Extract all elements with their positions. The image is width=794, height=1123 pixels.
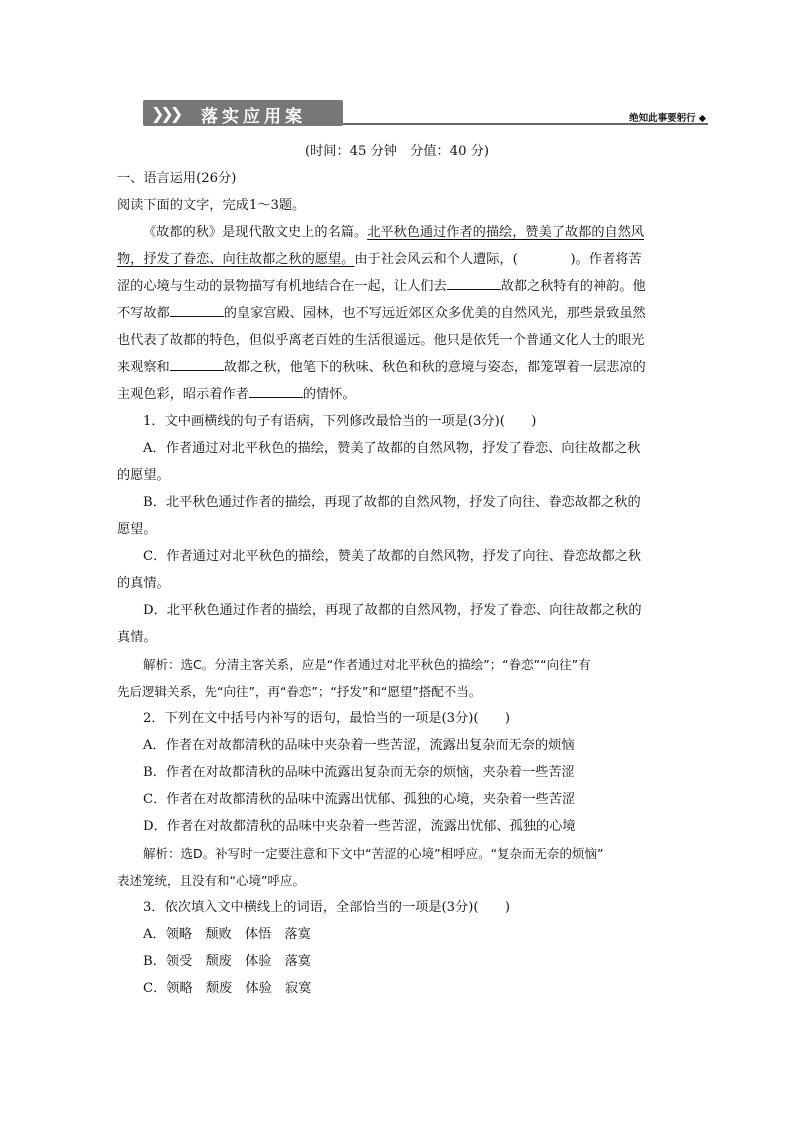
q2-option-b: B．作者在对故都清秋的品味中流露出复杂而无奈的烦恼，夹杂着一些苦涩: [143, 765, 575, 780]
passage-line: [117, 381, 677, 408]
q3-option-c: C．领略 颓废 体验 寂寞: [143, 981, 312, 996]
passage-text: 主观色彩，昭示着作者: [117, 387, 249, 402]
passage-line: [117, 354, 677, 381]
q2-explanation: 解析：选D。补写时一定要注意和下文中“苦涩的心境”相呼应。“复杂而无奈的烦恼”: [143, 846, 604, 861]
q1-explanation-cont: 先后逻辑关系，先“向往”，再“眷恋”；“抒发”和“愿望”搭配不当。: [117, 684, 482, 699]
passage-text: 涩的心境与生动的景物描写有机地结合在一起，让人们去: [117, 279, 447, 294]
passage-text: 由于社会风云和个人遭际，( )。作者将苦: [354, 252, 642, 267]
q2-explanation-cont: 表述笼统，且没有和“心境”呼应。: [117, 873, 305, 888]
q3-option-b: B．领受 颓废 体验 落寞: [143, 954, 311, 969]
passage-text: 的皇家宫殿、园林，也不写远近郊区众多优美的自然风光，那些景致虽然: [223, 306, 646, 321]
q1-option-a: A．作者通过对北平秋色的描绘，赞美了故都的自然风物，抒发了眷恋、向往故都之秋: [143, 441, 641, 456]
question-3-stem: 3．依次填入文中横线上的词语，全部恰当的一项是(3分)( ): [143, 900, 511, 915]
passage-text: 《故都的秋》是现代散文史上的名篇。: [143, 225, 368, 240]
q2-option-a: A．作者在对故都清秋的品味中夹杂着一些苦涩，流露出复杂而无奈的烦恼: [143, 738, 575, 753]
fill-blank: [170, 356, 224, 371]
diamond-icon: ◆: [698, 113, 706, 124]
q1-option-b-cont: 愿望。: [117, 522, 157, 537]
q2-option-c: C．作者在对故都清秋的品味中流露出忧郁、孤独的心境，夹杂着一些苦涩: [143, 792, 576, 807]
underlined-sentence: 物，抒发了眷恋、向往故都之秋的愿望。: [117, 252, 355, 267]
page-header: [143, 100, 708, 128]
underlined-sentence: 北平秋色通过作者的描绘，赞美了故都的自然风: [367, 225, 645, 240]
passage-text: 故都之秋，他笔下的秋味、秋色和秋的意境与姿态，都笼罩着一层悲凉的: [223, 360, 646, 375]
time-score-line: (时间：45 分钟 分值：40 分): [304, 144, 490, 159]
section-title: 一、语言运用(26分): [117, 171, 237, 186]
q1-option-b: B．北平秋色通过作者的描绘，再现了故都的自然风物，抒发了向往、眷恋故都之秋的: [143, 495, 641, 510]
fill-blank: [249, 383, 303, 398]
fill-blank: [170, 302, 224, 317]
question-1-stem: 1．文中画横线的句子有语病，下列修改最恰当的一项是(3分)( ): [143, 414, 537, 429]
motto-text: 绝知此事要躬行: [629, 113, 696, 124]
passage-line: 也代表了故都的特色，但似乎离老百姓的生活很遥远。他只是依凭一个普通文化人士的眼光: [117, 333, 645, 348]
question-2-stem: 2．下列在文中括号内补写的语句，最恰当的一项是(3分)( ): [143, 711, 511, 726]
header-motto: [629, 110, 706, 124]
section-intro: 阅读下面的文字，完成1～3题。: [117, 198, 306, 213]
passage-text: 的情怀。: [302, 387, 356, 402]
fill-blank: [447, 275, 501, 290]
document-body: [117, 138, 677, 1002]
passage-text: 来观察和: [117, 360, 170, 375]
banner-title: 落实应用案: [201, 107, 306, 127]
passage-text: 不写故都: [117, 306, 170, 321]
q1-option-c: C．作者通过对北平秋色的描绘，赞美了故都的自然风物，抒发了向往、眷恋故都之秋: [143, 549, 642, 564]
q1-option-d: D．北平秋色通过作者的描绘，再现了故都的自然风物，抒发了眷恋、向往故都之秋的: [143, 603, 642, 618]
q1-explanation: 解析：选C。分清主客关系，应是“作者通过对北平秋色的描绘”；“眷恋”“向往”有: [143, 657, 591, 672]
passage-line: [117, 273, 677, 300]
q2-option-d: D．作者在对故都清秋的品味中夹杂着一些苦涩，流露出忧郁、孤独的心境: [143, 819, 576, 834]
q1-option-d-cont: 真情。: [117, 630, 157, 645]
section-banner: [143, 100, 343, 126]
q1-option-c-cont: 的真情。: [117, 576, 170, 591]
q1-option-a-cont: 的愿望。: [117, 468, 170, 483]
chevron-arrows-icon: ❯❯❯: [151, 104, 180, 123]
passage-line: [117, 300, 677, 327]
passage-line: [117, 219, 677, 246]
passage-line: [117, 246, 677, 273]
passage-text: 故都之秋特有的神韵。他: [500, 279, 646, 294]
q3-option-a: A．领略 颓败 体悟 落寞: [143, 927, 311, 942]
